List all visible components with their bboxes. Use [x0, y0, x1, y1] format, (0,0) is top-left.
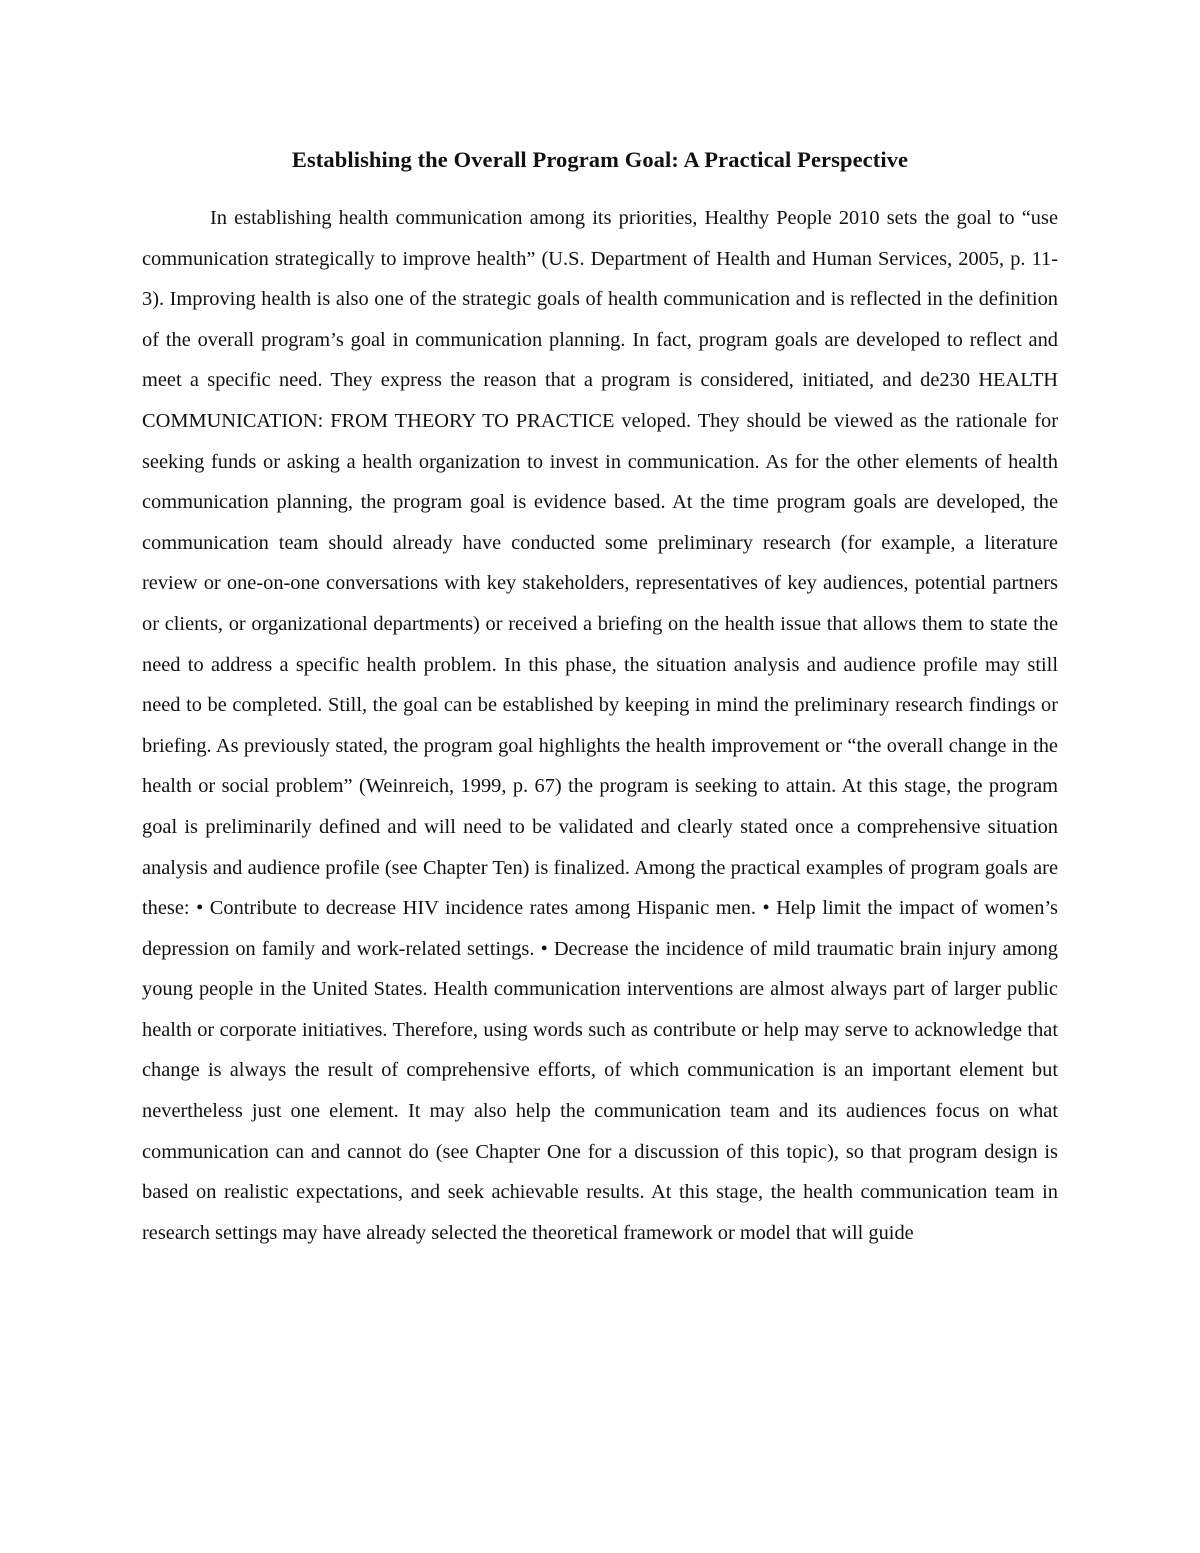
document-title: Establishing the Overall Program Goal: A Practical Perspective	[291, 147, 909, 172]
body-paragraph: In establishing health communication among its priorities, Healthy People 2010 sets the goal to “use communication strategically to improve health” (U.S. Department of Health and Human Services, 2005, p. 11-3). Improving health is also one of the strategic goals of health communication and is reflected in the definition of the overall program’s goal in communication planning. In fact, program goals are developed to reflect and meet a specific need. They express the reason that a program is considered, initiated, and de230 HEALTH COMMUNICATION: FROM THEORY TO PRACTICE veloped. They should be viewed as the rationale for seeking funds or asking a health organization to invest in communication. As for the other elements of health communication planning, the program goal is evidence based. At the time program goals are developed, the communication team should already have conducted some preliminary research (for example, a literature review or one-on-one conversations with key stakeholders, representatives of key audiences, potential partners or clients, or organizational departments) or received a briefing on the health issue that allows them to state the need to address a specific health problem. In this phase, the situation analysis and audience profile may still need to be completed. Still, the goal can be established by keeping in mind the preliminary research findings or briefing. As previously stated, the program goal highlights the health improvement or “the overall change in the health or social problem” (Weinreich, 1999, p. 67) the program is seeking to attain. At this stage, the program goal is preliminarily defined and will need to be validated and clearly stated once a comprehensive situation analysis and audience profile (see Chapter Ten) is finalized. Among the practical examples of program goals are these: • Contribute to decrease HIV incidence rates among Hispanic men. • Help limit the impact of women’s depression on family and work-related settings. • Decrease the incidence of mild traumatic brain injury among young people in the United States. Health communication interventions are almost always part of larger public health or corporate initiatives. Therefore, using words such as contribute or help may serve to acknowledge that change is always the result of comprehensive efforts, of which communication is an important element but nevertheless just one element. It may also help the communication team and its audiences focus on what communication can and cannot do (see Chapter One for a discussion of this topic), so that program design is based on realistic expectations, and seek achievable results. At this stage, the health communication team in research settings may have already selected the theoretical framework or model that will guide	[142, 207, 1058, 1244]
